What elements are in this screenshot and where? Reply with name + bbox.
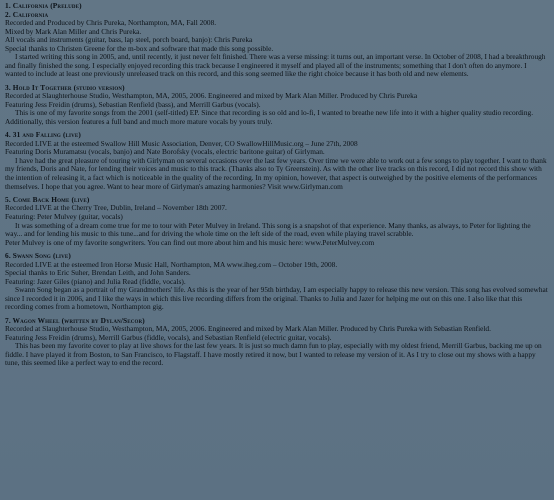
track-credit-line: Featuring: Jazer Giles (piano) and Julia Read (fiddle, vocals). xyxy=(5,276,186,286)
track-description: Swann Song began as a portrait of my Grandmothers' life. As this is the year of her 95th birthday, I am especially happy to release this new version. This song has evolved somewhat since I recorded it in 2006, and I like the ways in which this live recording differs from the original. Thanks to Julia and Jazer for helping me out on this one. I also like that this recording comes from a hometown, Northampton gig. xyxy=(5,285,548,312)
track-credit-line: Featuring Jess Freidin (drums), Merrill Garbus (fiddle, vocals), and Sebastian Renfield (electric guitar, vocals). xyxy=(5,332,332,342)
track-description: I started writing this song in 2005, and, until recently, it just never felt finished. There was a verse missing: it turns out, an important verse. In October of 2008, I had a breakthrough and finally finished the song. I especially enjoyed recording this track because I engineered it myself and played all of the instruments; something that I don't often do anymore. I wanted to include at least one previously unreleased track on this record, and this song seemed like the right choice because it has both old and new elements. xyxy=(5,52,546,79)
track-credit-line: Special thanks to Christen Greene for the m-box and software that made this song possible. xyxy=(5,43,274,53)
track-credit-line: Featuring: Peter Mulvey (guitar, vocals) xyxy=(5,211,123,221)
track-credit-line: Recorded at Slaughterhouse Studio, Westhampton, MA, 2005, 2006. Engineered and mixed by Mark Alan Miller. Produced by Chris Pureka xyxy=(5,91,418,101)
track-credit-line: Featuring Doris Muramatsu (vocals, banjo) and Nate Borofsky (vocals, electric baritone guitar) of Girlyman. xyxy=(5,147,325,157)
track-title: 5. Come Back Home (live) xyxy=(5,194,90,204)
track-title: 3. Hold It Together (studio version) xyxy=(5,82,125,92)
track-credit-line: All vocals and instruments (guitar, bass, lap steel, porch board, banjo): Chris Pureka xyxy=(5,35,253,45)
track-title: 2. California xyxy=(5,9,49,19)
track-description: I have had the great pleasure of touring with Girlyman on several occasions over the last few years. Over time we were able to work out a few songs to play together. I want to thank my friends, Doris and Nate, for lending their voices and music to this track. (Thanks also to Ty Greenstein). As with the other live tracks on this record, I did not record this show with the intention of releasing it, a fact which is noticeable in the quality of the recording. In my opinion, however, that aspect is outweighed by the positive elements of the performances themselves. I hope that you agree. Want to hear more of Girlyman's amazing harmonies? Visit www.Girlyman.com xyxy=(5,155,547,191)
track-notes-block xyxy=(5,196,548,247)
track-title: 4. 31 and Falling (live) xyxy=(5,130,81,140)
track-description: This has been my favorite cover to play at live shows for the last few years. It is just so much damn fun to play, especially with my oldest friend, Merrill Garbus, backing me up on fiddle. I have played it from Boston, to San Francisco, to Flagstaff. I have mostly retired it now, but I wanted to release my version of it. As I try to close out my shows with a happy tune, this seemed like a perfect way to end the record. xyxy=(5,341,542,368)
track-notes-block xyxy=(5,317,548,368)
track-credit-line: Recorded at Slaughterhouse Studio, Westhampton, MA, 2005, 2006. Engineered and mixed by Mark Alan Miller. Produced by Chris Pureka with Sebastian Renfield. xyxy=(5,324,491,334)
track-credit-line: Recorded and Produced by Chris Pureka, Northampton, MA, Fall 2008. xyxy=(5,18,217,28)
track-notes-block xyxy=(5,2,548,79)
track-notes-block xyxy=(5,84,548,127)
track-description: It was something of a dream come true for me to tour with Peter Mulvey in Ireland. This song is a snapshot of that experience. Many thanks, as always, to Peter for lighting the way... and for lending his music to this tune...and for driving the whole time on the left side of the road, even while playing travel scrabble. xyxy=(5,220,531,239)
track-credit-line: Special thanks to Eric Suher, Brendan Leith, and John Sanders. xyxy=(5,268,191,278)
track-credit-line: Featuring Jess Freidin (drums), Sebastian Renfield (bass), and Merrill Garbus (vocals). xyxy=(5,99,261,109)
track-credit-line: Recorded LIVE at the esteemed Iron Horse Music Hall, Northampton, MA www.iheg.com – October 19th, 2008. xyxy=(5,259,338,269)
track-credit-line: Recorded LIVE at the Cherry Tree, Dublin, Ireland – November 18th 2007. xyxy=(5,203,227,213)
track-notes-block xyxy=(5,252,548,312)
track-title: 6. Swann Song (live) xyxy=(5,250,71,260)
track-credit-line: Recorded LIVE at the esteemed Swallow Hill Music Association, Denver, CO SwallowHillMusic.org – June 27th, 2008 xyxy=(5,138,358,148)
track-title: 7. Wagon Wheel (written by Dylan/Secor) xyxy=(5,315,145,325)
track-notes-block xyxy=(5,131,548,191)
track-credit-line: Peter Mulvey is one of my favorite songwriters. You can find out more about him and his music here: www.PeterMulvey.com xyxy=(5,237,375,247)
track-credit-line: Mixed by Mark Alan Miller and Chris Pureka. xyxy=(5,26,142,36)
track-title: 1. California (Prelude) xyxy=(5,1,82,10)
track-description: This is one of my favorite songs from the 2001 (self-titled) EP. Since that recording is so old and lo-fi, I wanted to breathe new life into it with a higher quality studio recording. Additionally, this version features a full band and much more mature vocals by yours truly. xyxy=(5,108,534,126)
